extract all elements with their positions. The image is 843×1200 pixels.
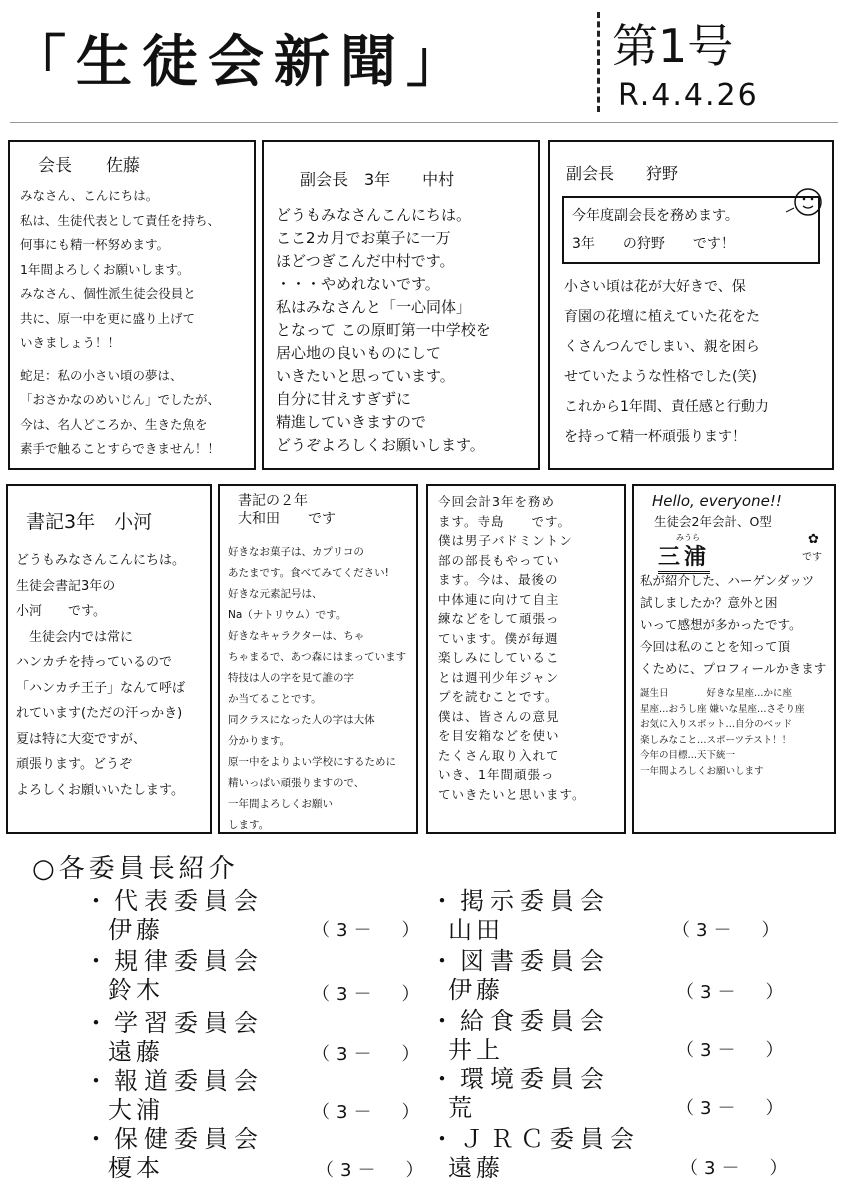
committee-name: ・給食委員会: [430, 1007, 610, 1035]
committee-item: [430, 1064, 610, 1122]
acc2-profile: 誕生日 好きな星座…かに座 星座…おうし座 嫌いな星座…さそり座 お気に入りスポット…自分のベッド 楽しみなこと…スポーツテスト！！ 今年の目標…天下統一 一年間よろしくお願いします: [640, 688, 805, 777]
chair-class: （3－ ）: [312, 920, 426, 941]
committee-section-title: ○各委員長紹介: [32, 854, 239, 884]
committee-item: [84, 886, 264, 944]
chair-name: 伊藤: [448, 976, 504, 1004]
committee-name: ・掲示委員会: [430, 887, 610, 915]
committee-name: ・ＪＲＣ委員会: [430, 1125, 640, 1153]
secretary-owada-box: [218, 484, 418, 834]
committee-item: [430, 1124, 640, 1182]
chair-class: （3－ ）: [676, 1040, 790, 1061]
chair-name: 鈴木: [108, 976, 164, 1004]
chair-name: 山田: [448, 916, 504, 944]
chair-name: 遠藤: [448, 1154, 504, 1182]
issue-date: R.4.4.26: [618, 78, 759, 113]
president-box: [8, 140, 256, 470]
committee-item: [84, 1124, 264, 1182]
chair-class: （3－ ）: [672, 920, 786, 941]
header-divider: [597, 12, 600, 112]
chair-name: 榎本: [108, 1154, 164, 1182]
committee-name: ・保健委員会: [84, 1125, 264, 1153]
chair-name: 井上: [448, 1036, 504, 1064]
president-postscript: 蛇足：私の小さい頃の夢は、 「おさかなのめいじん」でしたが、 今は、名人どころか、生きた魚を 素手で触ることすらできません！！: [20, 367, 221, 456]
vp1-message: どうもみなさんこんにちは。 ここ2カ月でお菓子に一万 ほどつぎこんだ中村です。 ・・・やめれないです。 私はみなさんと「一心同体」 となって この原町第一中学校を 居心地の良いものにして いきたいと思っています。 自分に甘えすぎずに 精進していきますので どうぞよろしくお願いします。: [276, 206, 491, 454]
chair-class: （3－ ）: [312, 1044, 426, 1065]
chair-name: 荒: [448, 1094, 476, 1122]
smiley-doodle-icon: [782, 182, 830, 222]
issue-number: 第1号: [612, 19, 734, 73]
vice-president-kano-box: [548, 140, 834, 470]
chair-class: （3－ ）: [312, 1102, 426, 1123]
sec2-message: 好きなお菓子は、カプリコの あたまです。食べてみてください! 好きな元素記号は、 Na（ナトリウム）です。 好きなキャラクターは、ちゃ ちゃまるで、あつ森にはまっています 特技は人の字を見て誰の字 か当てることです。 同クラスになった人の字は大体 分かります。 原一中をよりよい学校にするために 精いっぱい頑張りますので、 一年間よろしくお願い します。: [228, 546, 407, 831]
chair-name: 大浦: [108, 1096, 164, 1124]
flower-doodle-icon: ✿: [808, 532, 819, 547]
committee-name: ・代表委員会: [84, 887, 264, 915]
chair-class: （3－ ）: [680, 1158, 794, 1179]
acc2-desu: です: [802, 552, 822, 563]
chair-class: （3－ ）: [676, 982, 790, 1003]
acc2-ruby: みうら: [676, 533, 700, 542]
committee-item: [430, 946, 610, 1004]
vp2-heading: 副会長 狩野: [566, 164, 679, 183]
acc3-message: 今回会計3年を務め ます。寺島 です。 僕は男子バドミントン 部の部長もやってい ます。今は、最後の 中体連に向けて自主 練などをして頑張っ ています。僕が毎週 楽しみにしているこ とは週刊少年ジャン プを読むことです。 僕は、皆さんの意見 を目安箱などを使い たくさん取り入れて いき、1年間頑張っ ていきたいと思います。: [438, 494, 586, 802]
committee-name: ・図書委員会: [430, 947, 610, 975]
chair-name: 遠藤: [108, 1038, 164, 1066]
sec1-heading: 書記3年 小河: [26, 511, 153, 533]
committee-item: [84, 1008, 264, 1066]
vp2-message: 小さい頃は花が大好きで、保 育園の花壇に植えていた花をた くさんつんでしまい、親を困ら せていたような性格でした(笑) これから1年間、責任感と行動力 を持って精一杯頑張ります！: [564, 279, 769, 445]
president-message: みなさん、こんにちは。 私は、生徒代表として責任を持ち、 何事にも精一杯努めます。 1年間よろしくお願いします。 みなさん、個性派生徒会役員と 共に、原一中を更に盛り上げて いきましょう！！: [20, 188, 221, 350]
chair-name: 伊藤: [108, 916, 164, 944]
vp2-intro: 今年度副会長を務めます。 3年 の狩野 です！: [572, 208, 739, 252]
chair-class: （3－ ）: [676, 1098, 790, 1119]
acc2-line1: 生徒会2年会計、O型: [654, 514, 772, 529]
chair-class: （3－ ）: [312, 984, 426, 1005]
secretary-ogawa-box: [6, 484, 212, 834]
acc2-greeting: Hello, everyone!!: [652, 492, 782, 510]
committee-name: ・学習委員会: [84, 1009, 264, 1037]
vp1-heading: 副会長 3年 中村: [300, 170, 455, 189]
president-heading: 会長 佐藤: [38, 156, 140, 176]
sec2-heading: 書記の２年 大和田 です: [238, 493, 336, 527]
newspaper-title: 「生徒会新聞」: [10, 29, 472, 95]
committee-item: [84, 946, 264, 1004]
committee-item: [430, 1006, 610, 1064]
committee-item: [84, 1066, 264, 1124]
acc2-message: 私が紹介した、ハーゲンダッツ 試しましたか？意外と困 いって感想が多かったです。 今回は私のことを知って頂 くために、プロフィールかきます: [640, 573, 827, 676]
committee-name: ・環境委員会: [430, 1065, 610, 1093]
sec1-message: どうもみなさんこんにちは。 生徒会書記3年の 小河 です。 生徒会内では常に ハンカチを持っているので 「ハンカチ王子」なんて呼ば れています(ただの汗っかき) 夏は特に大変ですが、 頑張ります。どうぞ よろしくお願いいたします。: [16, 553, 186, 798]
vice-president-nakamura-box: [262, 140, 540, 470]
accountant-miura-box: [632, 484, 836, 834]
accountant-terashima-box: [426, 484, 626, 834]
committee-name: ・規律委員会: [84, 947, 264, 975]
acc2-name-row: [640, 532, 828, 570]
committee-name: ・報道委員会: [84, 1067, 264, 1095]
chair-class: （3－ ）: [316, 1160, 430, 1181]
header-rule: [10, 122, 838, 123]
committee-item: [430, 886, 610, 944]
acc2-name: 三浦: [658, 540, 710, 574]
